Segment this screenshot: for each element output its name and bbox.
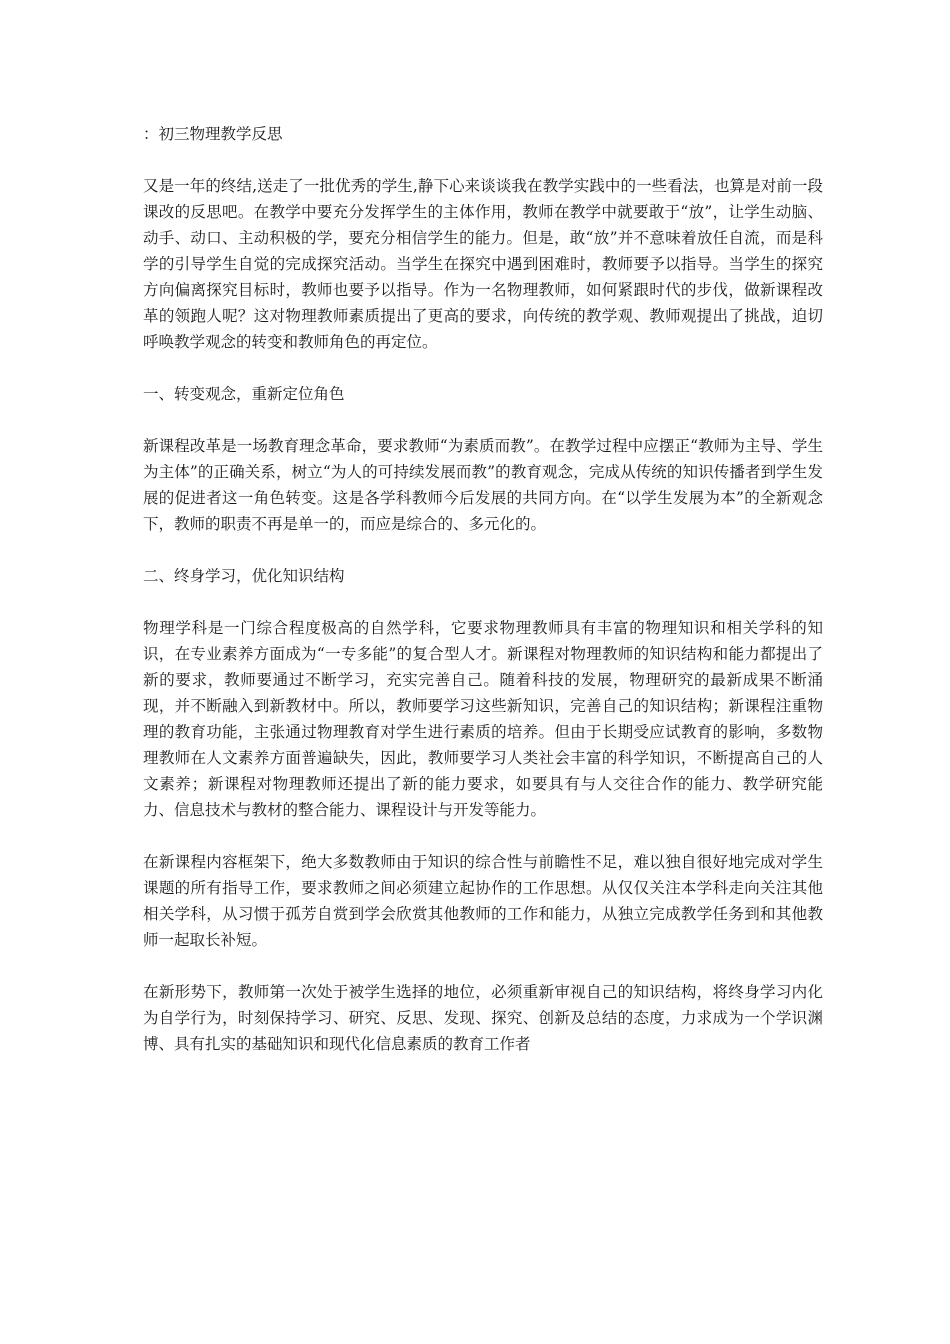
document-title: ：初三物理教学反思 bbox=[143, 125, 283, 143]
section2-paragraph-2: 在新课程内容框架下，绝大多数教师由于知识的综合性与前瞻性不足，难以独自很好地完成对学生课题的所有指导工作，要求教师之间必须建立起协作的工作思想。从仅仅关注本学科走向关注其他相关学科，从习惯于孤芳自赏到学会欣赏其他教师的工作和能力，从独立完成教学任务到和其他教师一起取长补短。 bbox=[143, 853, 823, 949]
section2-paragraph-1: 物理学科是一门综合程度极高的自然学科，它要求物理教师具有丰富的物理知识和相关学科的知识，在专业素养方面成为“一专多能”的复合型人才。新课程对物理教师的知识结构和能力都提出了新的要求，教师要通过不断学习，充实完善自己。随着科技的发展，物理研究的最新成果不断涌现，并不断融入到新教材中。所以，教师要学习这些新知识，完善自己的知识结构；新课程注重物理的教育功能，主张通过物理教育对学生进行素质的培养。但由于长期受应试教育的影响，多数物理教师在人文素养方面普遍缺失，因此，教师要学习人类社会丰富的科学知识，不断提高自己的人文素养；新课程对物理教师还提出了新的能力要求，如要具有与人交往合作的能力、教学研究能力、信息技术与教材的整合能力、课程设计与开发等能力。 bbox=[143, 619, 823, 819]
section2-heading: 二、终身学习，优化知识结构 bbox=[143, 567, 345, 585]
section2-paragraph-3: 在新形势下，教师第一次处于被学生选择的地位，必须重新审视自己的知识结构，将终身学习内化为自学行为，时刻保持学习、研究、反思、发现、探究、创新及总结的态度，力求成为一个学识渊博、具有扎实的基础知识和现代化信息素质的教育工作者 bbox=[143, 983, 823, 1053]
intro-paragraph: 又是一年的终结,送走了一批优秀的学生,静下心来谈谈我在教学实践中的一些看法，也算是对前一段课改的反思吧。在教学中要充分发挥学生的主体作用，教师在教学中就要敢于“放”，让学生动脑、动手、动口、主动积极的学，要充分相信学生的能力。但是，敢“放”并不意味着放任自流，而是科学的引导学生自觉的完成探究活动。当学生在探究中遇到困难时，教师要予以指导。当学生的探究方向偏离探究目标时，教师也要予以指导。作为一名物理教师，如何紧跟时代的步伐，做新课程改革的领跑人呢？这对物理教师素质提出了更高的要求，向传统的教学观、教师观提出了挑战，迫切呼唤教学观念的转变和教师角色的再定位。 bbox=[143, 177, 823, 351]
section1-heading: 一、转变观念，重新定位角色 bbox=[143, 385, 345, 403]
document-body bbox=[143, 121, 823, 1083]
section1-paragraph: 新课程改革是一场教育理念革命，要求教师“为素质而教”。在教学过程中应摆正“教师为主导、学生为主体”的正确关系，树立“为人的可持续发展而教”的教育观念，完成从传统的知识传播者到学生发展的促进者这一角色转变。这是各学科教师今后发展的共同方向。在“以学生发展为本”的全新观念下，教师的职责不再是单一的，而应是综合的、多元化的。 bbox=[143, 437, 823, 533]
